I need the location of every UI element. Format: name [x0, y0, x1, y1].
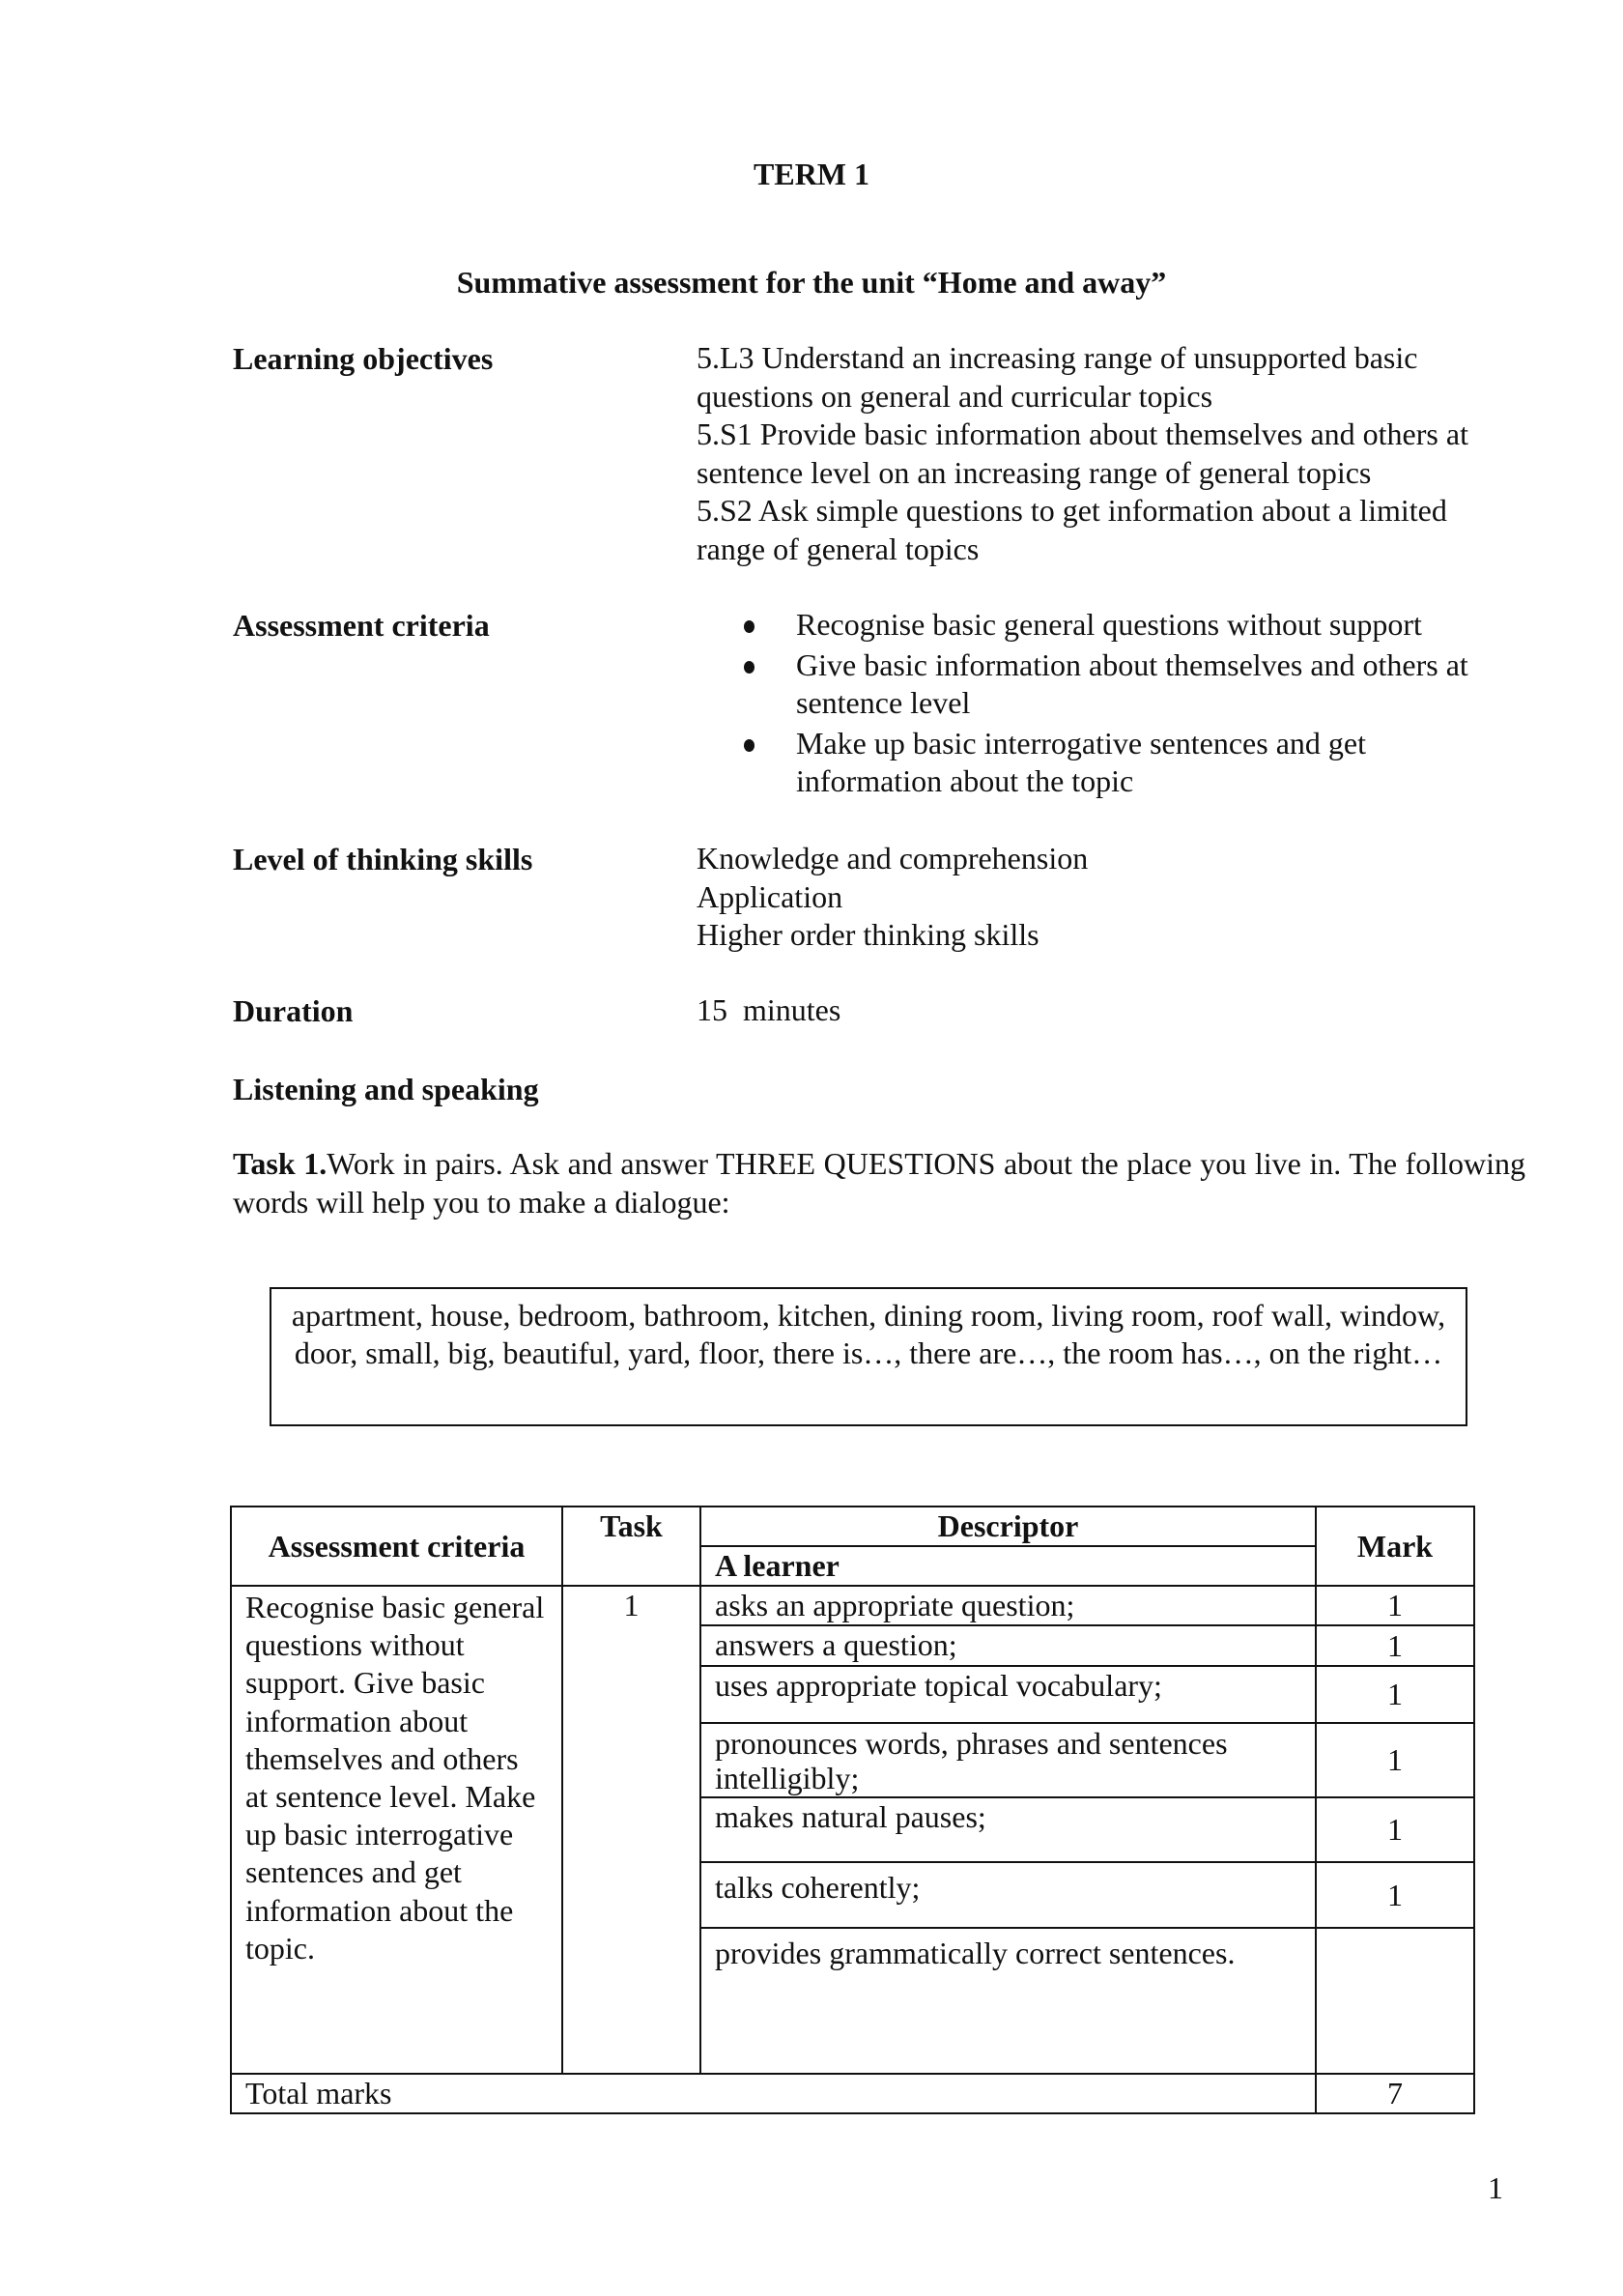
objective-line: 5.S1 Provide basic information about themselves and others at [697, 416, 1468, 451]
descriptor-cell: makes natural pauses; [700, 1797, 1316, 1862]
descriptor-cell: uses appropriate topical vocabulary; [700, 1666, 1316, 1723]
thinking-skill: Application [697, 878, 843, 914]
table-total-row [231, 2074, 1474, 2113]
total-label: Total marks [231, 2074, 1316, 2113]
descriptor-cell: asks an appropriate question; [700, 1586, 1316, 1625]
vocabulary-box [270, 1287, 1467, 1426]
bullet-icon [744, 739, 755, 752]
header-descriptor: Descriptor [700, 1507, 1316, 1546]
thinking-skills-label: Level of thinking skills [233, 842, 533, 876]
mark-cell: 1 [1316, 1666, 1474, 1723]
criteria-item [744, 725, 1414, 801]
thinking-skill: Knowledge and comprehension [697, 841, 1089, 875]
vocabulary-text: apartment, house, bedroom, bathroom, kitchen, dining room, living room, roof wall, window, door, small, big, beautiful, yard, floor, there is…, there are…, the room has…, on the right… [291, 1298, 1446, 1370]
duration-label: Duration [233, 993, 354, 1028]
criteria-text: Give basic information about themselves and others at sentence level [796, 646, 1468, 720]
criteria-item [744, 646, 1472, 723]
document-title: Summative assessment for the unit “Home and away” [456, 265, 1167, 300]
descriptor-cell: answers a question; [700, 1625, 1316, 1666]
task-number-cell: 1 [562, 1586, 700, 2074]
total-value: 7 [1316, 2074, 1474, 2113]
table-row [231, 1586, 1474, 1625]
descriptor-cell: pronounces words, phrases and sentences intelligibly; [700, 1723, 1316, 1797]
objective-line: range of general topics [697, 531, 980, 566]
mark-cell: 1 [1316, 1586, 1474, 1625]
term-heading: TERM 1 [754, 157, 869, 191]
criteria-item [744, 606, 1536, 645]
rubric-table [230, 1506, 1475, 2114]
criteria-cell: Recognise basic general questions without support. Give basic information about themselves and others at sentence level. Make up basic interrogative sentences and get information about the topic. [231, 1586, 562, 2074]
assessment-criteria-label: Assessment criteria [233, 608, 490, 643]
header-task: Task [562, 1507, 700, 1586]
objective-line: questions on general and curricular topics [697, 378, 1213, 414]
task-label: Task 1. [233, 1146, 327, 1181]
mark-cell: 1 [1316, 1723, 1474, 1797]
criteria-text: Recognise basic general questions without support [796, 607, 1422, 642]
page-number: 1 [1488, 2170, 1503, 2205]
mark-cell: 1 [1316, 1625, 1474, 1666]
section-heading: Listening and speaking [233, 1072, 539, 1106]
header-mark: Mark [1316, 1507, 1474, 1586]
descriptor-cell: talks coherently; [700, 1862, 1316, 1928]
descriptor-cell: provides grammatically correct sentences. [700, 1928, 1316, 2074]
mark-cell: 1 [1316, 1862, 1474, 1928]
objective-line: 5.S2 Ask simple questions to get information about a limited [697, 493, 1447, 528]
thinking-skills-list [697, 840, 1525, 955]
objective-line [697, 339, 1525, 378]
task-instructions [233, 1144, 1525, 1221]
bullet-icon [744, 620, 755, 633]
mark-cell: 1 [1316, 1797, 1474, 1862]
objective-text: 5.L3 Understand an increasing range of unsupported basic [697, 340, 1418, 375]
header-criteria: Assessment criteria [231, 1507, 562, 1586]
learning-objectives-label: Learning objectives [233, 341, 494, 376]
thinking-skill: Higher order thinking skills [697, 917, 1039, 952]
mark-cell [1316, 1928, 1474, 2074]
learning-objectives-list [697, 339, 1525, 568]
assessment-criteria-list [744, 606, 1536, 803]
bullet-icon [744, 661, 755, 674]
duration-value: 15 minutes [697, 992, 841, 1027]
criteria-text: Make up basic interrogative sentences and get information about the topic [796, 725, 1366, 798]
task-text: Work in pairs. Ask and answer THREE QUESTIONS about the place you live in. The following words will help you to make a dialogue: [233, 1146, 1526, 1220]
header-descriptor-sub: A learner [700, 1546, 1316, 1586]
objective-line: sentence level on an increasing range of general topics [697, 454, 1372, 490]
table-header-row [231, 1507, 1474, 1546]
